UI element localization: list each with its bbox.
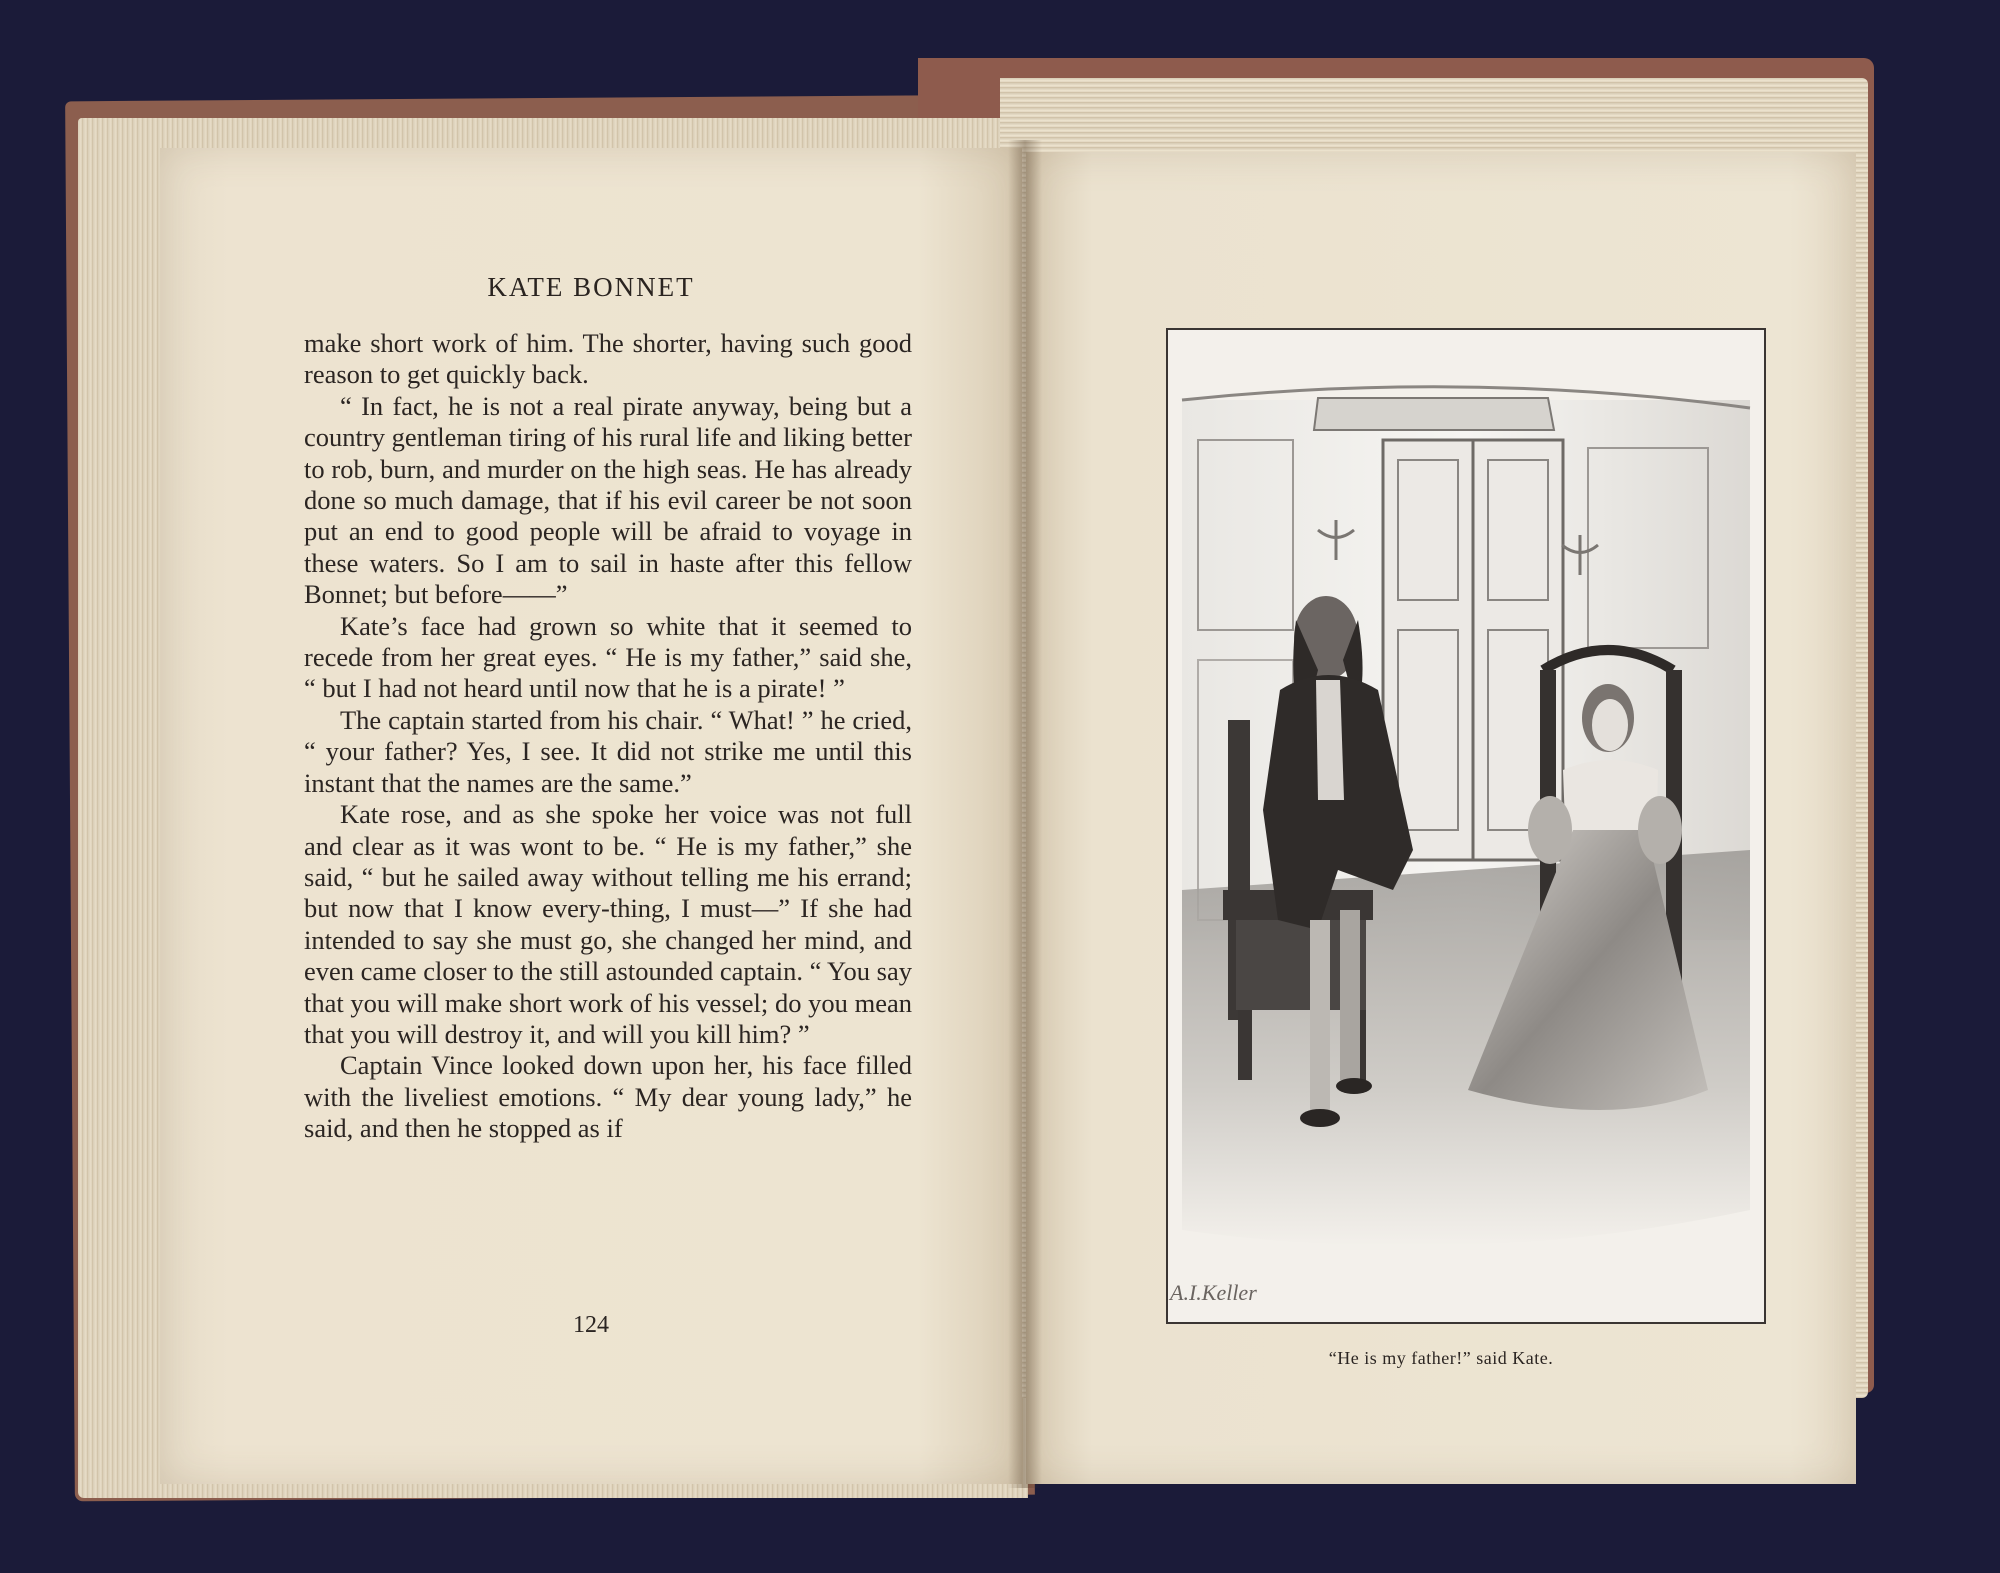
page-number: 124 (573, 1312, 609, 1338)
artist-signature: A.I.Keller (1170, 1280, 1257, 1305)
paragraph: “ In fact, he is not a real pirate anyway, being but a country gentleman tiring of his rural life and liking better to rob, burn, and murder on the high seas. He has already done so much damage, that if his evil career be not soon put an end to good people will be afraid to voyage in these waters. So I am to sail in haste after this fellow Bonnet; but before——” (304, 390, 912, 610)
paragraph: Kate rose, and as she spoke her voice was not full and clear as it was wont to be. “ He is my father,” she said, “ but he sailed away without telling me his errand; but now that I know every-thing, I must—” If she had intended to say she must go, she changed her mind, and even came closer to the still astounded captain. “ You say that you will make short work of his vessel; do you mean that you will destroy it, and will you kill him? ” (304, 799, 912, 1049)
illustration-caption: “He is my father!” said Kate. (1328, 1348, 1554, 1368)
illustration-plate (1166, 328, 1766, 1324)
body-text (304, 328, 912, 1145)
paragraph: The captain started from his chair. “ What! ” he cried, “ your father? Yes, I see. It did not strike me until this instant that the names are the same.” (304, 704, 912, 798)
right-page (1026, 152, 1856, 1484)
paragraph: Captain Vince looked down upon her, his face filled with the liveliest emotions. “ My dear young lady,” he said, and then he stopped as if (304, 1050, 912, 1144)
paragraph: Kate’s face had grown so white that it seemed to recede from her great eyes. “ He is my father,” said she, “ but I had not heard until now that he is a pirate! ” (304, 610, 912, 704)
illustration (1168, 330, 1764, 1322)
running-head: KATE BONNET (487, 272, 695, 302)
book-gutter (1008, 140, 1042, 1488)
paragraph: make short work of him. The shorter, having such good reason to get quickly back. (304, 328, 912, 390)
left-page (160, 148, 1022, 1484)
